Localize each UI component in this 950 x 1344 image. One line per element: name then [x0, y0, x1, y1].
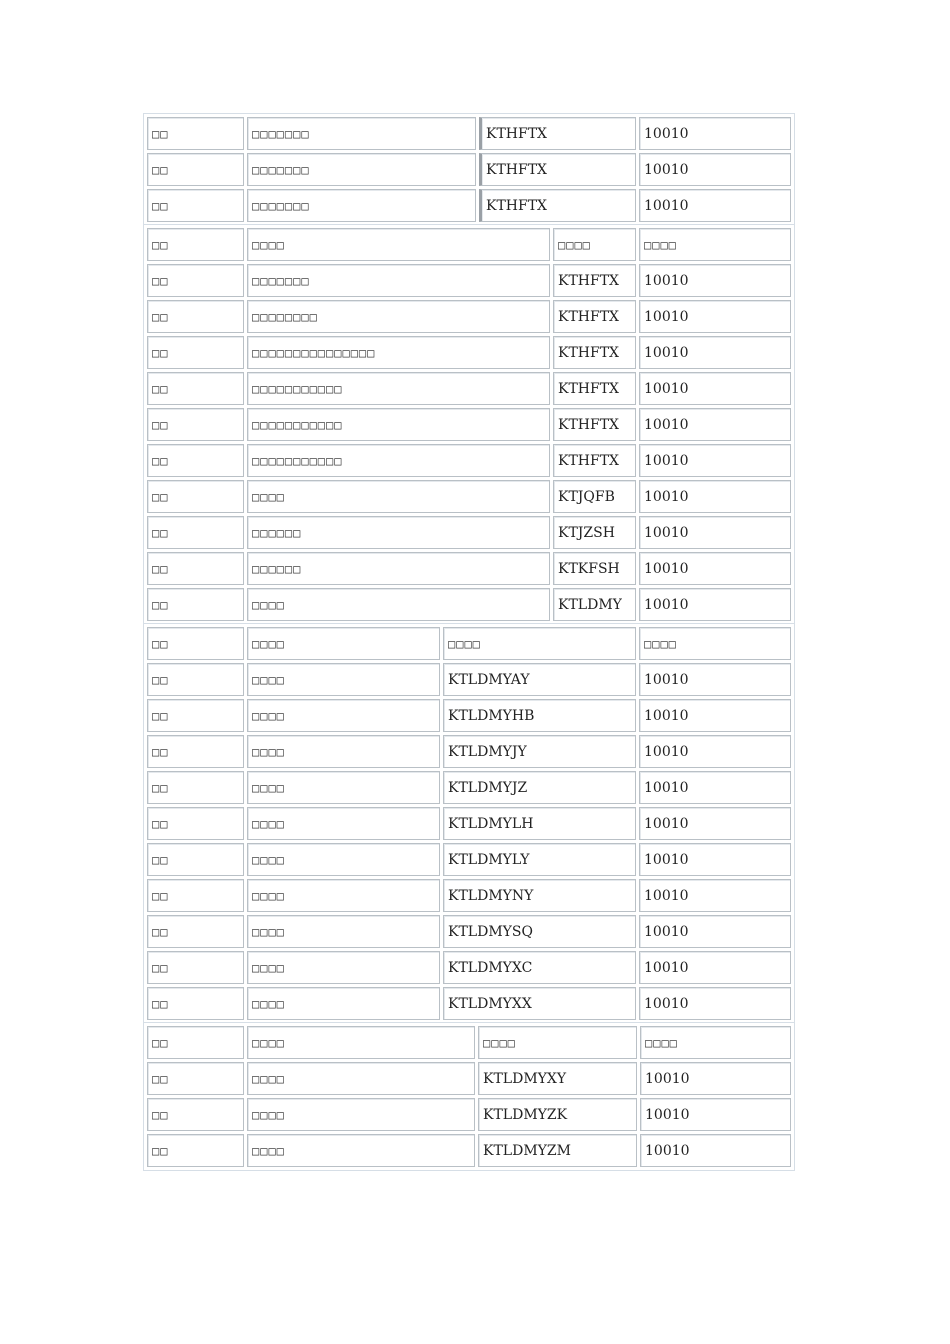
cell-code: KTLDMYJY [443, 735, 636, 768]
cell-name: □□□□ [247, 951, 440, 984]
table-row [147, 663, 791, 696]
table-header-row [147, 627, 791, 660]
cell-label: □□ [147, 300, 244, 333]
cell-name: □□□□ [247, 807, 440, 840]
cell-code: KTLDMYAY [443, 663, 636, 696]
cell-label: □□ [147, 117, 244, 150]
cell-label: □□ [147, 771, 244, 804]
cell-name: □□□□□□□□□□□ [247, 444, 550, 477]
cell-label: □□ [147, 444, 244, 477]
cell-code: KTJZSH [553, 516, 636, 549]
cell-code: KTHFTX [479, 117, 636, 150]
cell-code: KTLDMYLY [443, 843, 636, 876]
cell-number: 10010 [639, 843, 791, 876]
table-row [147, 1062, 791, 1095]
cell-number: 10010 [639, 372, 791, 405]
cell-label: □□ [147, 336, 244, 369]
header-cell: □□□□ [478, 1026, 637, 1059]
cell-code: KTLDMYXX [443, 987, 636, 1020]
cell-code: KTLDMYZK [478, 1098, 637, 1131]
cell-number: 10010 [640, 1098, 791, 1131]
cell-code: KTLDMYSQ [443, 915, 636, 948]
table-row [147, 189, 791, 222]
table-row [147, 879, 791, 912]
tables-container [143, 113, 794, 1171]
table-row [147, 843, 791, 876]
cell-name: □□□□ [247, 663, 440, 696]
cell-name: □□□□ [247, 987, 440, 1020]
table-row [147, 336, 791, 369]
cell-label: □□ [147, 987, 244, 1020]
data-table-1 [143, 113, 795, 226]
cell-name: □□□□ [247, 588, 550, 621]
table-row [147, 153, 791, 186]
cell-label: □□ [147, 735, 244, 768]
cell-label: □□ [147, 1098, 244, 1131]
cell-number: 10010 [639, 807, 791, 840]
cell-label: □□ [147, 843, 244, 876]
table-row [147, 588, 791, 621]
cell-number: 10010 [639, 189, 791, 222]
cell-name: □□□□ [247, 1062, 475, 1095]
cell-number: 10010 [640, 1134, 791, 1167]
cell-code: KTLDMY [553, 588, 636, 621]
data-table-3 [143, 623, 795, 1024]
cell-code: KTKFSH [553, 552, 636, 585]
cell-code: KTLDMYXY [478, 1062, 637, 1095]
cell-code: KTHFTX [479, 189, 636, 222]
cell-number: 10010 [639, 117, 791, 150]
header-cell: □□ [147, 1026, 244, 1059]
cell-name: □□□□□□□ [247, 117, 476, 150]
cell-code: KTHFTX [553, 444, 636, 477]
cell-label: □□ [147, 588, 244, 621]
table-row [147, 987, 791, 1020]
table-row [147, 300, 791, 333]
cell-name: □□□□ [247, 1134, 475, 1167]
table-row [147, 1098, 791, 1131]
cell-label: □□ [147, 699, 244, 732]
cell-number: 10010 [639, 336, 791, 369]
table-row [147, 372, 791, 405]
cell-code: KTLDMYJZ [443, 771, 636, 804]
cell-code: KTHFTX [553, 264, 636, 297]
table-row [147, 516, 791, 549]
table-row [147, 552, 791, 585]
header-cell: □□□□ [247, 627, 440, 660]
cell-code: KTLDMYZM [478, 1134, 637, 1167]
cell-name: □□□□□□□□□□□ [247, 408, 550, 441]
cell-label: □□ [147, 879, 244, 912]
cell-label: □□ [147, 516, 244, 549]
header-cell: □□□□ [639, 228, 791, 261]
cell-name: □□□□ [247, 915, 440, 948]
header-cell: □□ [147, 627, 244, 660]
cell-code: KTJQFB [553, 480, 636, 513]
header-cell: □□□□ [640, 1026, 791, 1059]
cell-name: □□□□ [247, 735, 440, 768]
cell-name: □□□□□□□□□□□ [247, 372, 550, 405]
cell-name: □□□□□□□□□□□□□□□ [247, 336, 550, 369]
cell-name: □□□□□□□ [247, 189, 476, 222]
table-row [147, 807, 791, 840]
cell-name: □□□□ [247, 771, 440, 804]
header-cell: □□□□ [247, 228, 550, 261]
cell-label: □□ [147, 189, 244, 222]
table-row [147, 408, 791, 441]
cell-number: 10010 [639, 552, 791, 585]
cell-number: 10010 [639, 153, 791, 186]
table-row [147, 117, 791, 150]
cell-label: □□ [147, 552, 244, 585]
cell-number: 10010 [639, 951, 791, 984]
cell-name: □□□□□□ [247, 516, 550, 549]
cell-label: □□ [147, 372, 244, 405]
cell-label: □□ [147, 807, 244, 840]
data-table-2 [143, 224, 795, 625]
table-row [147, 771, 791, 804]
cell-label: □□ [147, 153, 244, 186]
table-row [147, 444, 791, 477]
cell-code: KTLDMYHB [443, 699, 636, 732]
table-header-row [147, 1026, 791, 1059]
data-table-4 [143, 1022, 795, 1171]
cell-code: KTHFTX [553, 336, 636, 369]
cell-label: □□ [147, 408, 244, 441]
header-cell: □□□□ [639, 627, 791, 660]
table-row [147, 480, 791, 513]
header-cell: □□□□ [247, 1026, 475, 1059]
cell-number: 10010 [639, 264, 791, 297]
cell-code: KTHFTX [553, 408, 636, 441]
cell-number: 10010 [640, 1062, 791, 1095]
cell-number: 10010 [639, 735, 791, 768]
cell-code: KTLDMYNY [443, 879, 636, 912]
cell-code: KTLDMYXC [443, 951, 636, 984]
table-row [147, 699, 791, 732]
cell-code: KTHFTX [553, 300, 636, 333]
cell-number: 10010 [639, 771, 791, 804]
cell-name: □□□□□□□ [247, 153, 476, 186]
cell-number: 10010 [639, 699, 791, 732]
cell-name: □□□□ [247, 843, 440, 876]
cell-code: KTHFTX [553, 372, 636, 405]
cell-code: KTLDMYLH [443, 807, 636, 840]
table-header-row [147, 228, 791, 261]
cell-name: □□□□ [247, 1098, 475, 1131]
cell-name: □□□□ [247, 879, 440, 912]
header-cell: □□ [147, 228, 244, 261]
cell-number: 10010 [639, 915, 791, 948]
cell-name: □□□□□□□ [247, 264, 550, 297]
cell-label: □□ [147, 1134, 244, 1167]
cell-number: 10010 [639, 300, 791, 333]
table-row [147, 951, 791, 984]
cell-label: □□ [147, 663, 244, 696]
header-cell: □□□□ [553, 228, 636, 261]
table-row [147, 1134, 791, 1167]
cell-number: 10010 [639, 663, 791, 696]
cell-number: 10010 [639, 588, 791, 621]
cell-label: □□ [147, 264, 244, 297]
header-cell: □□□□ [443, 627, 636, 660]
table-row [147, 915, 791, 948]
cell-number: 10010 [639, 879, 791, 912]
cell-label: □□ [147, 480, 244, 513]
cell-name: □□□□ [247, 699, 440, 732]
cell-name: □□□□□□□□ [247, 300, 550, 333]
cell-label: □□ [147, 915, 244, 948]
cell-code: KTHFTX [479, 153, 636, 186]
cell-name: □□□□□□ [247, 552, 550, 585]
cell-label: □□ [147, 1062, 244, 1095]
cell-number: 10010 [639, 444, 791, 477]
cell-number: 10010 [639, 516, 791, 549]
cell-number: 10010 [639, 408, 791, 441]
cell-number: 10010 [639, 987, 791, 1020]
cell-number: 10010 [639, 480, 791, 513]
table-row [147, 735, 791, 768]
table-row [147, 264, 791, 297]
cell-name: □□□□ [247, 480, 550, 513]
cell-label: □□ [147, 951, 244, 984]
